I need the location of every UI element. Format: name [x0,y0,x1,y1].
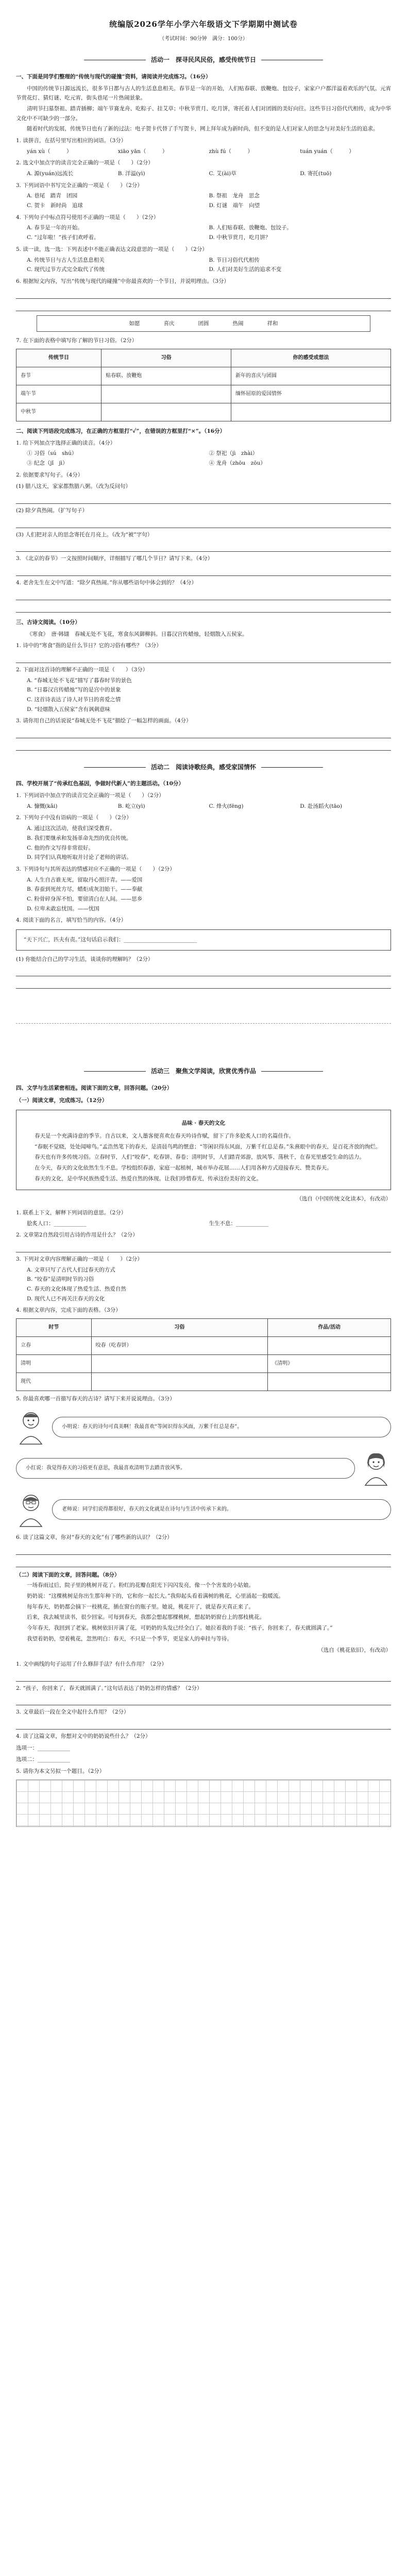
options [27,191,391,210]
sub-question: (3) 人们把对亲人的思念寄托在月亮上。（改为“被”字句） [16,531,153,538]
question: 6. 读了这篇文章，你对“春天的文化”有了哪些新的认识？（2分） [16,1534,173,1540]
table-cell: 春节 [16,367,101,385]
table-row [16,403,391,421]
section-heading: 四、学校开展了“传承红色基因，争做时代新人”的主题活动。（10分） [16,781,184,787]
question: 2. 选文中加点字的读音完全正确的一项是（ ）（2分） [16,160,154,166]
pinyin-item[interactable]: zhù fú（ ） [209,148,253,155]
quote-box: “天下兴亡，匹夫有责。”这句话启示我们：___________________________ [16,929,391,951]
answer-line[interactable] [16,1242,391,1252]
sub-question: (1) 你能结合自己的学习生活，谈谈你的理解吗？（2分） [16,956,154,962]
option[interactable]: D. “轻烟散入五侯家”含有讽刺意味 [27,706,110,713]
option[interactable]: A. 传统节日与古人生活息息相关 [27,257,105,263]
option[interactable]: B. “咬春”是清明时节的习俗 [27,1276,94,1283]
table-cell: 中秋节 [16,403,101,421]
table-header: 习俗 [101,349,231,367]
options [27,802,391,811]
option[interactable]: D. 人们对美好生活的追求不变 [209,266,282,273]
table-row [16,1373,391,1391]
section-heading: 四、文学与生活紧密相连。阅读下面的文章，回答问题。（20分） [16,1084,173,1091]
question: 1. 下列词语中加点字的读音完全正确的一项是（ ）（2分） [16,792,164,799]
speech-bubble: 小明说：春天的诗句可真美啊！我最喜欢“等闲识得东风面，万紫千红总是春”。 [52,1417,391,1437]
option[interactable]: A. 通过这次活动，使我们深受教育。 [27,825,115,832]
article-title: 品味 · 春天的文化 [181,1120,226,1127]
option[interactable]: B. “日暮汉宫传蜡烛”写的是宫中的景象 [27,687,121,693]
passage-paragraph: 随着时代的发展，传统节日也有了新的过法：电子贺卡代替了手写贺卡，网上拜年成为新时尚，但不变的是人们对家人的思念与对美好生活的追求。 [27,126,379,132]
option[interactable]: C. “过年啦！”孩子们欢呼着。 [27,234,99,241]
option[interactable]: C. 贺卡 新时尚 追球 [27,202,83,209]
option[interactable]: C. 春天的文化体现了热爱生活、热爱自然 [27,1286,126,1293]
options [27,875,391,914]
option[interactable]: C. 烽火(fēng) [209,803,244,809]
answer-line[interactable] [16,652,391,663]
option[interactable]: ① 习俗（sú shú） [27,450,77,457]
activity-heading-1: 活动一 探寻民风民俗，感受传统节日 [16,55,391,65]
answer-line[interactable] [16,300,391,311]
writing-grid[interactable] [16,1780,391,1827]
question: 3. 文章最后一段在全文中起什么作用？（2分） [16,1709,129,1716]
dialog-row [16,1450,391,1486]
question: 1. 文中画线的句子运用了什么修辞手法？有什么作用？（2分） [16,1661,167,1667]
option[interactable]: B. 我们要继承和发扬革命先烈的优良传统。 [27,835,132,841]
option[interactable]: ④ 龙舟（zhōu zōu） [209,460,266,467]
word-bank-item: 如愿 [129,320,140,327]
story-paragraph: 后来，我去城里读书，很少回家。可每到春天，我都会想起那棵桃树，想起奶奶窗台上的那枝桃花。 [27,1614,265,1621]
question: 3. 下列诗句与其所表达的情感对应不正确的一项是（ ）（2分） [16,866,175,872]
table-cell[interactable]: 新年的喜庆与团圆 [231,367,391,385]
custom-table [16,1318,391,1391]
sub-heading: （二）阅读下面的文章，回答问题。（8分） [16,1571,120,1578]
question: 4. 根据文章内容，完成下面的表格。（3分） [16,1307,121,1314]
story-paragraph: 每年春天，奶奶都会摘下一枝桃花，插在窗台的瓶子里。她说，桃花开了，就是春天真正来了。 [27,1603,254,1610]
option[interactable]: A. 文章只写了古代人们过春天的方式 [27,1266,115,1273]
question: 7. 在下面的表格中填写你了解的节日习俗。（2分） [16,337,138,344]
question: 4. 阅读下面的名言，填写恰当的内容。（4分） [16,917,127,924]
question: 2. 下面对这首诗的理解不正确的一项是（ ）（3分） [16,666,148,673]
table-cell[interactable] [268,1373,391,1391]
activity-heading-2: 活动二 阅读诗歌经典，感受家国情怀 [16,762,391,773]
table-cell: 现代 [16,1373,92,1391]
question: 4. 读了这篇文章，你想对文中的奶奶说些什么？（2分） [16,1733,151,1740]
option[interactable]: C. 现代过节方式完全取代了传统 [27,266,105,273]
option[interactable]: D. 寄托(tuō) [300,171,332,177]
activity-heading-3: 活动三 聚焦文学阅读，欣赏优秀作品 [16,1066,391,1077]
option[interactable]: A. “春城无处不飞花”描写了暮春时节的景色 [27,677,132,684]
question: 1. 诗中的“寒食”指的是什么节日？它的习俗有哪些？（3分） [16,642,162,649]
table-row [16,385,391,403]
sub-question: (1) 腊八这天，家家都熬腊八粥。（改为反问句） [16,483,131,490]
exam-title: 统编版2026学年小学六年级语文下学期期中测试卷 [109,20,298,29]
question: 4. 老舍先生在文中写道：“除夕真热闹。”你从哪些语句中体会到的？（4分） [16,580,197,586]
option[interactable]: C. 粉骨碎身浑不怕，要留清白在人间。——思乡 [27,895,143,902]
options [27,169,391,179]
word-bank [37,315,370,332]
answer-line[interactable] [16,565,391,576]
question: 5. 请你为本文另拟一个题目。（2分） [16,1768,105,1775]
poem-text: 《寒食》 唐·韩翃 春城无处不飞花，寒食东风御柳斜。日暮汉宫传蜡烛，轻烟散入五侯家。 [27,631,248,637]
story-source: （选自《桃花依旧》，有改动） [318,1647,391,1654]
teacher-avatar-icon [16,1492,46,1528]
answer-line[interactable] [16,978,391,989]
table-cell[interactable] [268,1337,391,1355]
passage-paragraph: 清明节扫墓祭祖、踏青插柳；端午节赛龙舟、吃粽子、挂艾草；中秋节赏月、吃月饼，寄托着人们对团圆的美好向往。这些节日习俗代代相传，成为中华文化中不可缺少的一部分。 [16,105,391,122]
table-cell: 立春 [16,1337,92,1355]
option[interactable]: D. 中秋节赏月，吃月饼？ [209,234,271,241]
question: 5. 读一读，选一选：下列表述中不能正确表达文段意思的一项是（ ）（2分） [16,246,208,252]
options [27,449,391,468]
answer-line[interactable] [16,288,391,299]
section-heading: 三、古诗文阅读。（10分） [16,619,80,625]
article-paragraph: 春天是一个充满诗意的季节。自古以来，文人墨客便喜欢在春天吟诗作赋，留下了许多脍炙人口的名篇佳作。 [35,1132,294,1139]
answer-line[interactable] [16,1544,391,1555]
table-cell[interactable]: 《清明》 [268,1355,391,1373]
question: 4. 下列句子中标点符号使用不正确的一项是（ ）（2分） [16,214,159,221]
option[interactable]: D. 赴汤蹈火(tāo) [300,803,342,809]
option[interactable]: B. 祭祖 龙舟 思念 [209,193,260,199]
table-row [16,1337,391,1355]
answer-line[interactable] [16,517,391,528]
question: 3. 《北京的春节》一文按照时间顺序，详细描写了哪几个节日？请写下来。（4分） [16,555,213,562]
table-cell[interactable] [91,1373,268,1391]
student-avatar-icon [361,1450,391,1486]
question: 3. 请你用自己的话说说“春城无处不飞花”描绘了一幅怎样的画面。（4分） [16,718,192,724]
option[interactable]: A. 慷慨(kǎi) [27,803,58,809]
dialog-row [16,1409,391,1445]
option[interactable]: A. 巷尾 踏青 团园 [27,193,78,199]
question: 5. 你最喜欢哪一首描写春天的古诗？请写下来并说说理由。（3分） [16,1396,175,1402]
pinyin-items [27,147,391,157]
option[interactable]: ② 祭祀（jì zhài） [209,450,258,457]
option[interactable]: D. 同学们认真地听取并讨论了老师的讲话。 [27,854,132,861]
answer-line[interactable] [16,602,391,613]
exam-meta: （考试时间：90分钟 满分：100分） [159,36,248,42]
story-paragraph: 今年春天，我回到了老家。桃树依旧开满了花，可奶奶的头发已经全白了。她拉着我的手说：“孩子，你回来了，春天就圆满了。” [27,1624,333,1631]
table-header: 你的感受或想法 [231,349,391,367]
option[interactable]: C. 这首诗表达了诗人对节日的喜爱之情 [27,696,121,703]
article-paragraph: “春眠不觉晓，处处闻啼鸟。”孟浩然笔下的春天，是清晨鸟鸣的惬意；“等闲识得东风面，万紫千红总是春。”朱熹眼中的春天，是百花齐放的绚烂。 [35,1143,381,1150]
option[interactable]: B. 洋溢(yì) [117,171,145,177]
table-cell[interactable]: 贴春联、放鞭炮 [101,367,231,385]
table-cell[interactable] [91,1355,268,1373]
question: 3. 下列对文章内容理解正确的一项是（ ）（2分） [16,1256,143,1262]
option[interactable]: B. 人们贴春联、放鞭炮、包饺子。 [209,225,292,231]
question: 3. 下列词语中书写完全正确的一项是（ ）（2分） [16,182,143,189]
exam-part-1 [16,0,391,1005]
option[interactable]: B. 春蚕到死丝方尽，蜡炬成灰泪始干。——奉献 [27,886,143,893]
festival-table [16,349,391,421]
article-source: （选自《中国传统文化读本》，有改动） [296,1196,391,1202]
table-cell[interactable]: 缅怀屈原的爱国情怀 [231,385,391,403]
answer-line[interactable] [16,1719,391,1730]
answer-line[interactable] [16,589,391,600]
story-paragraph: 奶奶说：“这棵桃树是你出生那年种下的，它和你一起长大。”我仰起头看着满树的桃花，心里涌起一股暖流。 [27,1592,284,1599]
table-cell: 清明 [16,1355,92,1373]
options [27,256,391,275]
table-header: 作品/活动 [268,1319,391,1337]
pinyin-item[interactable]: tuán yuán（ ） [300,148,354,155]
speech-bubble: 老师说：同学们说得都很好，春天的文化就是在诗句与生活中传承下来的。 [52,1499,391,1520]
question: 2. 文章第2自然段引用古诗的作用是什么？（2分） [16,1232,138,1239]
options [27,824,391,862]
table-header: 习俗 [91,1319,268,1337]
choice-line[interactable]: 选项二：____________ [16,1756,70,1763]
answer-line[interactable] [16,740,391,751]
article-paragraph: 春天也有许多传统习俗。立春时节，人们“咬春”，吃春饼、春卷；清明时节，人们踏青郊游，放风筝、荡秋千，在春光里感受生命的活力。 [35,1154,365,1161]
table-row [16,367,391,385]
option[interactable]: B. 节日习俗代代相传 [209,257,260,263]
answer-line[interactable] [16,1671,391,1682]
section-heading: 一、下面是同学们整理的“传统与现代的碰撞”资料，请阅读并完成练习。（16分） [16,73,211,80]
option[interactable]: D. 现代人已不再关注春天的文化 [27,1295,105,1302]
speech-bubble: 小红说：我觉得春天的习俗更有意思，我最喜欢清明节去踏青放风筝。 [16,1458,355,1479]
options [27,676,391,715]
option[interactable]: ③ 纪念（jǐ jì） [27,460,68,467]
answer-line[interactable] [16,493,391,504]
story-paragraph: 一场春雨过后，院子里的桃树开花了。粉红的花瓣在阳光下闪闪发亮，像一个个害羞的小姑娘。 [27,1582,254,1589]
option[interactable]: C. 他的作文写得非常很好。 [27,844,94,851]
sub-question: (2) 除夕真热闹。（扩写句子） [16,507,88,514]
table-cell[interactable] [101,403,231,421]
answer-item[interactable]: 生生不息：____________ [209,1220,268,1227]
word-bank-item: 热闹 [232,320,244,327]
option[interactable]: A. 春节是一年的开始。 [27,225,83,231]
question: 1. 给下列加点字选择正确的读音。（4分） [16,439,116,446]
pinyin-item[interactable]: xiāo yān（ ） [117,148,168,155]
dialog-row [16,1492,391,1528]
section-heading: 二、阅读下列语段完成练习，在正确的方框里打“✓”，在错误的方框里打“×”。（16分） [16,428,226,434]
article-paragraph: 在今天，春天的文化依然生生不息。学校组织春游，家庭一起植树，城市举办花展……人们用各种方式迎接春天、赞美春天。 [35,1164,332,1171]
student-avatar-icon [16,1409,46,1445]
option[interactable]: D. 位卑未敢忘忧国。——忧国 [27,905,99,912]
option[interactable]: A. 人生自古谁无死，留取丹心照汗青。——爱国 [27,876,143,883]
question: 2. 下列句子中没有语病的一项是（ ）（2分） [16,815,132,821]
option[interactable]: B. 屹立(yì) [117,803,145,809]
story-paragraph: 我望着奶奶，望着桃花，忽然明白：春天，不只是一个季节，更是家人的牵挂与等待。 [27,1635,232,1642]
question: 2. 依据要求写句子。（4分） [16,471,83,478]
options [27,1219,391,1229]
option[interactable]: D. 灯谜 端午 向望 [209,202,260,209]
pinyin-item[interactable]: yán xù（ ） [27,148,72,155]
answer-line[interactable] [16,1556,391,1567]
word-bank-item: 团圆 [198,320,209,327]
option[interactable]: A. 源(yuán)远流长 [27,171,74,177]
answer-line[interactable] [16,541,391,552]
table-cell: 端午节 [16,385,101,403]
table-header: 时节 [16,1319,92,1337]
answer-line[interactable] [16,965,391,976]
answer-line[interactable] [16,1694,391,1705]
question: 1. 联系上下文，解释下列词语的意思。（2分） [16,1209,127,1216]
article-paragraph: 春天的文化，是中华民族热爱生活、热爱自然的体现。让我们珍惜春光，传承这份美好的文化。 [35,1175,262,1182]
question: 1. 读拼音，在括号里写出相应的词语。（3分） [16,137,127,144]
table-cell[interactable]: 咬春（吃春饼） [91,1337,268,1355]
table-header: 传统节日 [16,349,101,367]
sub-heading: （一）阅读文章，完成练习。（12分） [16,1097,108,1104]
passage-paragraph: 中国的传统节日源远流长，很多节日都与古人的生活息息相关。春节是一年的开始，人们贴春联、放鞭炮、包饺子，家家户户都洋溢着欢乐的气氛。元宵节赏花灯、猜灯谜、吃元宵，街头巷尾一片热闹景象。 [16,85,391,101]
table-cell[interactable] [231,403,391,421]
answer-item[interactable]: 脍炙人口：____________ [27,1220,87,1227]
question: 2. “孩子，你回来了，春天就圆满了。”这句话表达了奶奶怎样的情感？（2分） [16,1685,202,1691]
table-row [16,1355,391,1373]
options [27,223,391,242]
question: 6. 根据短文内容，写出“传统与现代的碰撞”中你最喜欢的一个节日，并说明理由。（3分） [16,278,230,284]
word-bank-item: 祥和 [267,320,278,327]
answer-line[interactable] [16,727,391,738]
article-box [16,1110,391,1190]
choice-line[interactable]: 选项一：____________ [16,1744,70,1751]
word-bank-item: 喜庆 [163,320,175,327]
option[interactable]: C. 艾(ài)草 [209,171,236,177]
exam-part-2 [16,1023,391,1844]
table-cell[interactable] [101,385,231,403]
options [27,1265,391,1304]
